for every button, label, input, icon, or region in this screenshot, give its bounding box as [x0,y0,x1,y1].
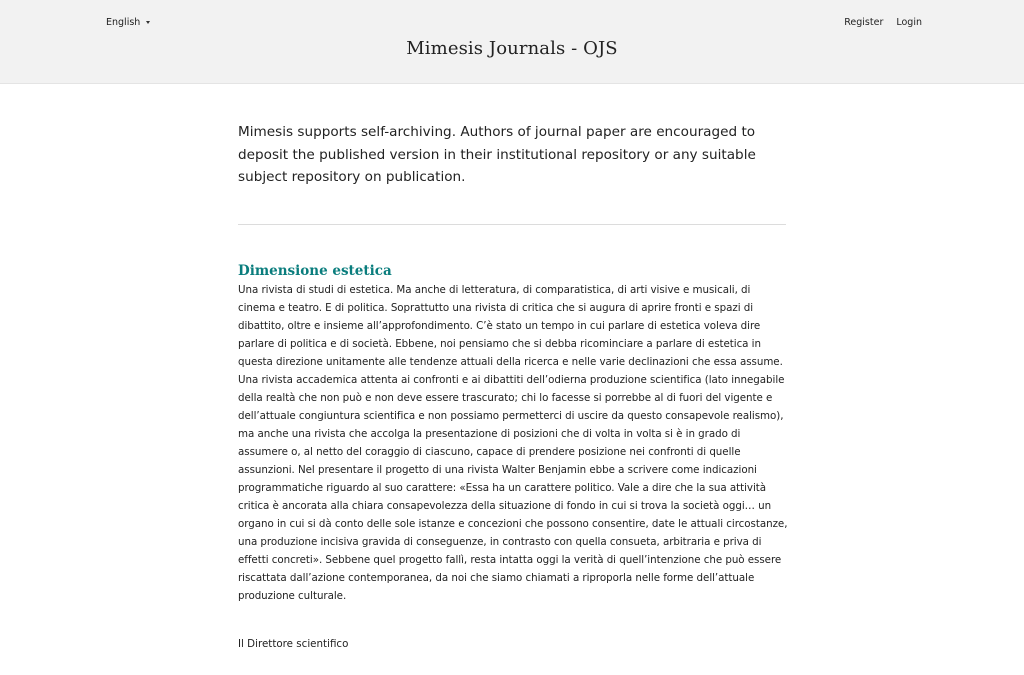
section-body: Una rivista di studi di estetica. Ma anche di letteratura, di comparatistica, di arti visive e musicali, di cinema e teatro. E di politica. Soprattutto una rivista di critica che si augura di aprire fronti e spazi di dibattito, oltre e insieme all’approfondimento. C’è stato un tempo in cui parlare di estetica voleva dire parlare di politica e di società. Ebbene, noi pensiamo che si debba ricominciare a parlare di estetica in questa direzione unitamente alle tendenze attuali della ricerca e nelle varie declinazioni che essa assume. Una rivista accademica attenta ai confronti e ai dibattiti dell’odierna produzione scientifica (lato innegabile della realtà che non può e non deve essere trascurato; chi lo facesse si porrebbe al di fuori del vigente e dell’attuale congiuntura scientifica e non possiamo permetterci di uscire da questo consapevole realismo), ma anche una rivista che accolga la presentazione di posizioni che di volta in volta si è in grado di assumere o, al netto del coraggio di ciascuno, capace di prendere posizione nei confronti di quelle assunzioni. Nel presentare il progetto di una rivista Walter Benjamin ebbe a scrivere come indicazioni programmatiche riguardo al suo carattere: «Essa ha un carattere politico. Vale a dire che la sua attività critica è ancorata alla chiara consapevolezza della situazione di fondo in cui si trova la società oggi… un organo in cui si dà conto delle sole istanze e concezioni che possono consentire, date le attuali circostanze, una produzione incisiva gravida di conseguenze, in contrasto con quella consueta, arbitraria e priva di effetti concreti». Sebbene quel progetto fallì, resta intatta oggi la verità di quell’intenzione che può essere riscattata dall’azione contemporanea, da noi che siamo chiamati a riproporla nelle forme dell’attuale produzione culturale. [238,283,788,602]
signature: Il Direttore scientifico [238,637,349,650]
caret-down-icon [146,21,150,24]
divider [238,224,786,225]
site-title[interactable]: Mimesis Journals - OJS [406,38,618,59]
section-title: Dimensione estetica [238,262,392,279]
language-label: English [106,17,141,28]
site-header [0,0,1024,84]
login-link[interactable]: Login [896,17,922,28]
user-nav [844,17,922,28]
main-content [238,84,788,653]
language-selector[interactable] [106,17,150,28]
intro-text: Mimesis supports self-archiving. Authors of journal paper are encouraged to deposit the published version in their institutional repository or any suitable subject repository on publication. [238,124,756,185]
register-link[interactable]: Register [844,17,884,28]
